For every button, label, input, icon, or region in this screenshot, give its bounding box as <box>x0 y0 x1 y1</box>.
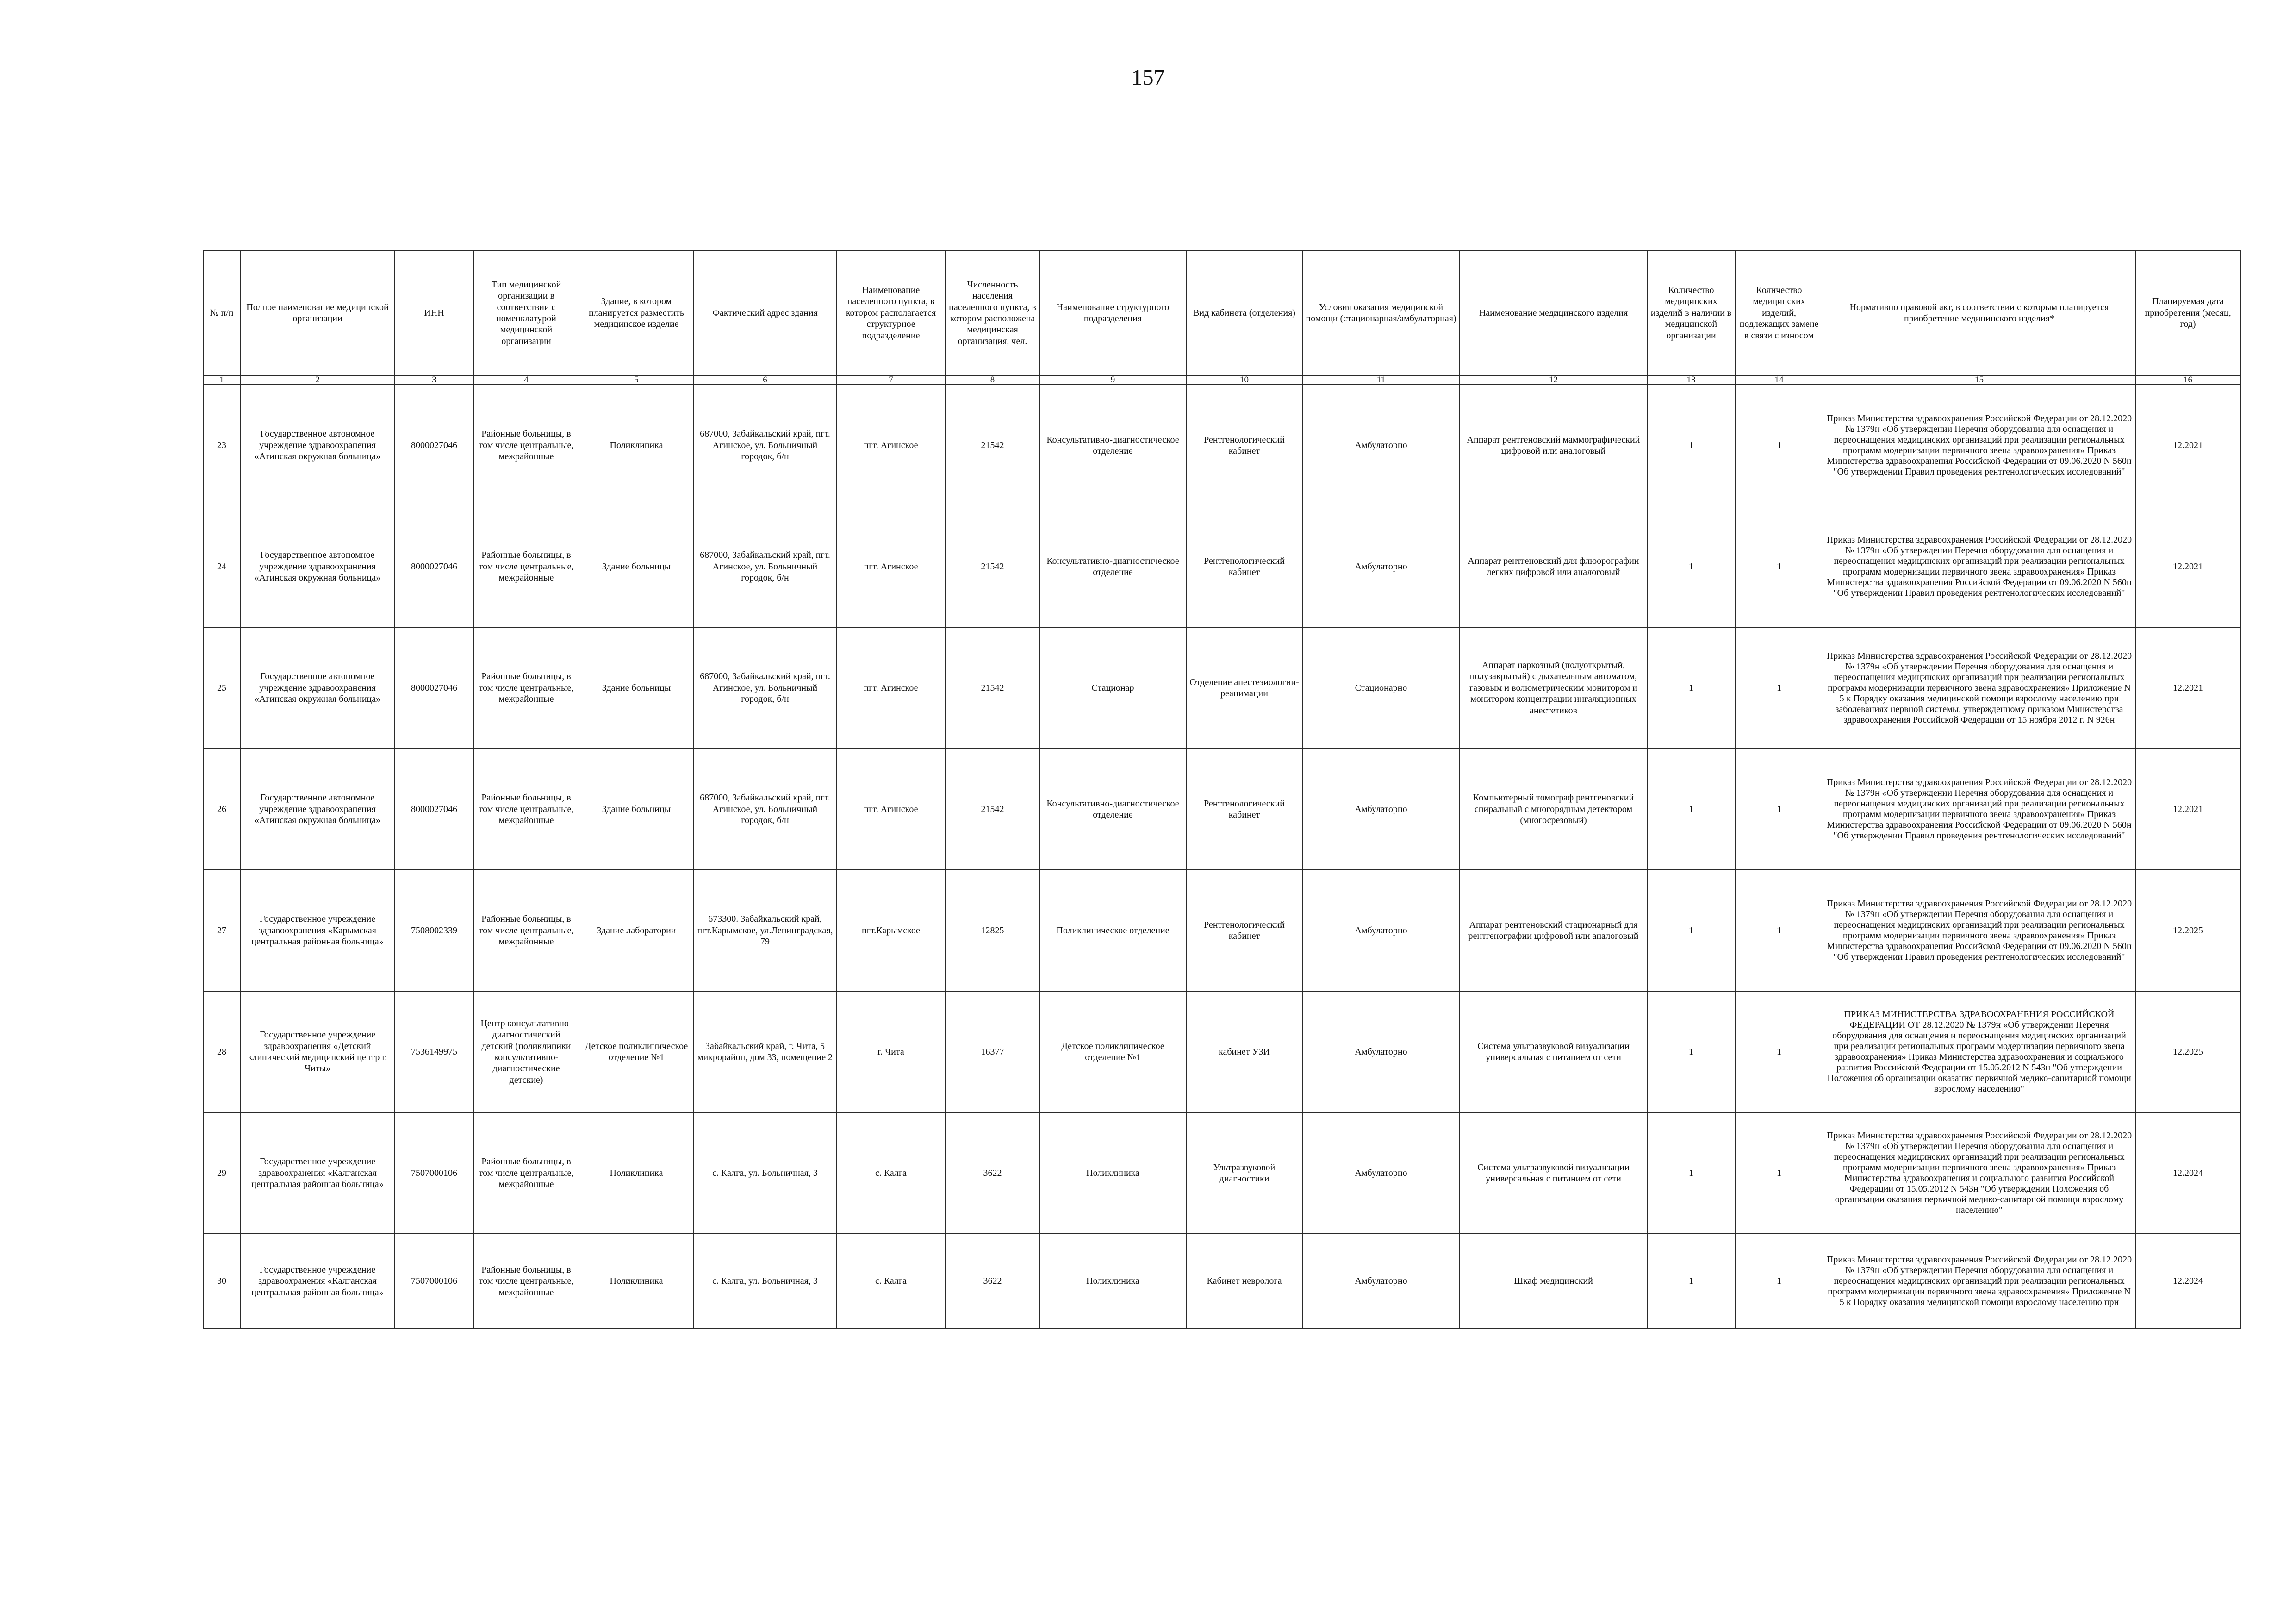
cell-date: 12.2024 <box>2135 1234 2240 1329</box>
cell-division: Поликлиника <box>1039 1234 1186 1329</box>
cell-qty-available: 1 <box>1647 506 1735 627</box>
cell-organization: Государственное учреждение здравоохранения «Карымская центральная районная больница» <box>240 870 395 991</box>
cell-org-type: Районные больницы, в том числе центральные, межрайонные <box>473 385 579 506</box>
table-row <box>203 870 2240 991</box>
cell-normative-act: ПРИКАЗ МИНИСТЕРСТВА ЗДРАВООХРАНЕНИЯ РОССИЙСКОЙ ФЕДЕРАЦИИ ОТ 28.12.2020 № 1379н «Об утверждении Перечня оборудования для оснащения и переоснащения медицинских организаций при реализации региональных программ модернизации первичного звена здравоохранения» Приказ Министерства здравоохранения и социального развития Российской Федерации от 15.05.2012 N 543н "Об утверждении Положения об организации оказания первичной медико-санитарной помощи взрослому населению" <box>1823 991 2135 1112</box>
cell-inn: 8000027046 <box>395 385 473 506</box>
column-header: Здание, в котором планируется разместить медицинское изделие <box>579 250 694 375</box>
cell-qty-replace: 1 <box>1735 1112 1823 1234</box>
cell-address: с. Калга, ул. Больничная, 3 <box>694 1234 836 1329</box>
cell-building: Здание лаборатории <box>579 870 694 991</box>
column-number: 8 <box>946 375 1039 385</box>
cell-number: 29 <box>203 1112 240 1234</box>
cell-population: 3622 <box>946 1112 1039 1234</box>
cell-normative-act: Приказ Министерства здравоохранения Российской Федерации от 28.12.2020 № 1379н «Об утверждении Перечня оборудования для оснащения и переоснащения медицинских организаций при реализации региональных программ модернизации первичного звена здравоохранения» Приказ Министерства здравоохранения Российской Федерации от 09.06.2020 N 560н "Об утверждении Правил проведения рентгенологических исследований" <box>1823 749 2135 870</box>
cell-org-type: Районные больницы, в том числе центральные, межрайонные <box>473 1234 579 1329</box>
cell-device: Аппарат рентгеновский стационарный для рентгенографии цифровой или аналоговый <box>1460 870 1647 991</box>
cell-conditions: Амбулаторно <box>1302 1112 1460 1234</box>
cell-population: 21542 <box>946 627 1039 749</box>
cell-conditions: Амбулаторно <box>1302 870 1460 991</box>
cell-population: 3622 <box>946 1234 1039 1329</box>
cell-building: Поликлиника <box>579 385 694 506</box>
cell-cabinet: Отделение анестезиологии-реанимации <box>1186 627 1302 749</box>
cell-qty-replace: 1 <box>1735 1234 1823 1329</box>
cell-org-type: Районные больницы, в том числе центральные, межрайонные <box>473 506 579 627</box>
column-number: 7 <box>836 375 946 385</box>
column-number: 3 <box>395 375 473 385</box>
column-number: 10 <box>1186 375 1302 385</box>
cell-address: 687000, Забайкальский край, пгт. Агинское, ул. Больничный городок, б/н <box>694 506 836 627</box>
cell-locality: г. Чита <box>836 991 946 1112</box>
column-header: ИНН <box>395 250 473 375</box>
cell-locality: с. Калга <box>836 1234 946 1329</box>
column-number: 2 <box>240 375 395 385</box>
cell-normative-act: Приказ Министерства здравоохранения Российской Федерации от 28.12.2020 № 1379н «Об утверждении Перечня оборудования для оснащения и переоснащения медицинских организаций при реализации региональных программ модернизации первичного звена здравоохранения» Приложение N 5 к Порядку оказания медицинской помощи взрослому населению при заболеваниях нервной системы, утвержденному приказом Министерства здравоохранения Российской Федерации от 15 ноября 2012 г. N 926н <box>1823 627 2135 749</box>
cell-normative-act: Приказ Министерства здравоохранения Российской Федерации от 28.12.2020 № 1379н «Об утверждении Перечня оборудования для оснащения и переоснащения медицинских организаций при реализации региональных программ модернизации первичного звена здравоохранения» Приложение N 5 к Порядку оказания медицинской помощи взрослому населению при <box>1823 1234 2135 1329</box>
cell-inn: 8000027046 <box>395 506 473 627</box>
cell-date: 12.2025 <box>2135 870 2240 991</box>
cell-building: Здание больницы <box>579 506 694 627</box>
cell-device: Аппарат рентгеновский маммографический цифровой или аналоговый <box>1460 385 1647 506</box>
cell-inn: 7507000106 <box>395 1234 473 1329</box>
cell-number: 26 <box>203 749 240 870</box>
table-row <box>203 991 2240 1112</box>
column-number: 12 <box>1460 375 1647 385</box>
cell-locality: пгт.Карымское <box>836 870 946 991</box>
cell-locality: пгт. Агинское <box>836 627 946 749</box>
column-header: Планируемая дата приобретения (месяц, год) <box>2135 250 2240 375</box>
table-row <box>203 506 2240 627</box>
cell-qty-available: 1 <box>1647 991 1735 1112</box>
cell-date: 12.2025 <box>2135 991 2240 1112</box>
cell-number: 28 <box>203 991 240 1112</box>
column-number: 11 <box>1302 375 1460 385</box>
cell-address: 687000, Забайкальский край, пгт. Агинское, ул. Больничный городок, б/н <box>694 749 836 870</box>
cell-organization: Государственное учреждение здравоохранения «Калганская центральная районная больница» <box>240 1234 395 1329</box>
column-header: Вид кабинета (отделения) <box>1186 250 1302 375</box>
cell-organization: Государственное учреждение здравоохранения «Калганская центральная районная больница» <box>240 1112 395 1234</box>
cell-organization: Государственное автономное учреждение здравоохранения «Агинская окружная больница» <box>240 627 395 749</box>
cell-org-type: Центр консультативно-диагностический детский (поликлиники консультативно-диагностические детские) <box>473 991 579 1112</box>
cell-device: Система ультразвуковой визуализации универсальная с питанием от сети <box>1460 991 1647 1112</box>
cell-locality: пгт. Агинское <box>836 385 946 506</box>
cell-address: Забайкальский край, г. Чита, 5 микрорайон, дом 33, помещение 2 <box>694 991 836 1112</box>
cell-number: 30 <box>203 1234 240 1329</box>
cell-qty-replace: 1 <box>1735 627 1823 749</box>
column-header: Полное наименование медицинской организации <box>240 250 395 375</box>
cell-qty-available: 1 <box>1647 749 1735 870</box>
table-body <box>203 385 2240 1329</box>
column-number: 6 <box>694 375 836 385</box>
cell-org-type: Районные больницы, в том числе центральные, межрайонные <box>473 749 579 870</box>
column-number: 13 <box>1647 375 1735 385</box>
cell-locality: с. Калга <box>836 1112 946 1234</box>
cell-date: 12.2021 <box>2135 749 2240 870</box>
column-number: 1 <box>203 375 240 385</box>
cell-building: Поликлиника <box>579 1234 694 1329</box>
cell-device: Система ультразвуковой визуализации универсальная с питанием от сети <box>1460 1112 1647 1234</box>
cell-cabinet: Рентгенологический кабинет <box>1186 385 1302 506</box>
column-header: Количество медицинских изделий в наличии в медицинской организации <box>1647 250 1735 375</box>
cell-device: Аппарат рентгеновский для флюорографии легких цифровой или аналоговый <box>1460 506 1647 627</box>
cell-address: 687000, Забайкальский край, пгт. Агинское, ул. Больничный городок, б/н <box>694 385 836 506</box>
cell-conditions: Амбулаторно <box>1302 385 1460 506</box>
cell-population: 16377 <box>946 991 1039 1112</box>
cell-cabinet: Рентгенологический кабинет <box>1186 870 1302 991</box>
cell-qty-available: 1 <box>1647 627 1735 749</box>
cell-conditions: Амбулаторно <box>1302 1234 1460 1329</box>
cell-cabinet: Ультразвуковой диагностики <box>1186 1112 1302 1234</box>
cell-qty-available: 1 <box>1647 385 1735 506</box>
cell-conditions: Амбулаторно <box>1302 991 1460 1112</box>
cell-date: 12.2024 <box>2135 1112 2240 1234</box>
column-header: Нормативно правовой акт, в соответствии с которым планируется приобретение медицинского изделия* <box>1823 250 2135 375</box>
cell-date: 12.2021 <box>2135 506 2240 627</box>
cell-building: Здание больницы <box>579 627 694 749</box>
column-header: Тип медицинской организации в соответствии с номенклатурой медицинской организации <box>473 250 579 375</box>
cell-org-type: Районные больницы, в том числе центральные, межрайонные <box>473 870 579 991</box>
cell-building: Здание больницы <box>579 749 694 870</box>
cell-org-type: Районные больницы, в том числе центральные, межрайонные <box>473 1112 579 1234</box>
column-number: 16 <box>2135 375 2240 385</box>
cell-organization: Государственное учреждение здравоохранения «Детский клинический медицинский центр г. Читы» <box>240 991 395 1112</box>
cell-division: Детское поликлиническое отделение №1 <box>1039 991 1186 1112</box>
cell-number: 23 <box>203 385 240 506</box>
cell-qty-replace: 1 <box>1735 506 1823 627</box>
cell-org-type: Районные больницы, в том числе центральные, межрайонные <box>473 627 579 749</box>
cell-cabinet: кабинет УЗИ <box>1186 991 1302 1112</box>
cell-inn: 7536149975 <box>395 991 473 1112</box>
column-header: Наименование населенного пункта, в котором располагается структурное подразделение <box>836 250 946 375</box>
cell-normative-act: Приказ Министерства здравоохранения Российской Федерации от 28.12.2020 № 1379н «Об утверждении Перечня оборудования для оснащения и переоснащения медицинских организаций при реализации региональных программ модернизации первичного звена здравоохранения» Приказ Министерства здравоохранения и социального развития Российской Федерации от 15.05.2012 N 543н "Об утверждении Положения об организации оказания первичной медико-санитарной помощи взрослому населению" <box>1823 1112 2135 1234</box>
column-number: 4 <box>473 375 579 385</box>
cell-qty-available: 1 <box>1647 870 1735 991</box>
cell-conditions: Амбулаторно <box>1302 749 1460 870</box>
cell-address: 673300. Забайкальский край, пгт.Карымское, ул.Ленинградская, 79 <box>694 870 836 991</box>
cell-inn: 7507000106 <box>395 1112 473 1234</box>
table-row <box>203 1112 2240 1234</box>
cell-conditions: Стационарно <box>1302 627 1460 749</box>
cell-inn: 7508002339 <box>395 870 473 991</box>
table-row <box>203 385 2240 506</box>
cell-device: Компьютерный томограф рентгеновский спиральный с многорядным детектором (многосрезовый) <box>1460 749 1647 870</box>
cell-device: Шкаф медицинский <box>1460 1234 1647 1329</box>
cell-number: 24 <box>203 506 240 627</box>
cell-division: Консультативно-диагностическое отделение <box>1039 749 1186 870</box>
cell-locality: пгт. Агинское <box>836 506 946 627</box>
cell-inn: 8000027046 <box>395 749 473 870</box>
cell-normative-act: Приказ Министерства здравоохранения Российской Федерации от 28.12.2020 № 1379н «Об утверждении Перечня оборудования для оснащения и переоснащения медицинских организаций при реализации региональных программ модернизации первичного звена здравоохранения» Приказ Министерства здравоохранения Российской Федерации от 09.06.2020 N 560н "Об утверждении Правил проведения рентгенологических исследований" <box>1823 385 2135 506</box>
cell-cabinet: Рентгенологический кабинет <box>1186 506 1302 627</box>
cell-cabinet: Рентгенологический кабинет <box>1186 749 1302 870</box>
column-number: 5 <box>579 375 694 385</box>
cell-division: Консультативно-диагностическое отделение <box>1039 506 1186 627</box>
column-number: 15 <box>1823 375 2135 385</box>
cell-address: с. Калга, ул. Больничная, 3 <box>694 1112 836 1234</box>
cell-division: Поликлиника <box>1039 1112 1186 1234</box>
cell-population: 21542 <box>946 506 1039 627</box>
table-header-row <box>203 250 2240 375</box>
cell-conditions: Амбулаторно <box>1302 506 1460 627</box>
column-number: 14 <box>1735 375 1823 385</box>
cell-population: 21542 <box>946 385 1039 506</box>
cell-inn: 8000027046 <box>395 627 473 749</box>
cell-address: 687000, Забайкальский край, пгт. Агинское, ул. Больничный городок, б/н <box>694 627 836 749</box>
column-header: № п/п <box>203 250 240 375</box>
cell-normative-act: Приказ Министерства здравоохранения Российской Федерации от 28.12.2020 № 1379н «Об утверждении Перечня оборудования для оснащения и переоснащения медицинских организаций при реализации региональных программ модернизации первичного звена здравоохранения» Приказ Министерства здравоохранения Российской Федерации от 09.06.2020 N 560н "Об утверждении Правил проведения рентгенологических исследований" <box>1823 870 2135 991</box>
column-header: Наименование структурного подразделения <box>1039 250 1186 375</box>
cell-organization: Государственное автономное учреждение здравоохранения «Агинская окружная больница» <box>240 749 395 870</box>
cell-device: Аппарат наркозный (полуоткрытый, полузакрытый) с дыхательным автоматом, газовым и волюметрическим монитором и монитором концентрации ингаляционных анестетиков <box>1460 627 1647 749</box>
column-header: Фактический адрес здания <box>694 250 836 375</box>
cell-organization: Государственное автономное учреждение здравоохранения «Агинская окружная больница» <box>240 385 395 506</box>
table-row <box>203 749 2240 870</box>
cell-organization: Государственное автономное учреждение здравоохранения «Агинская окружная больница» <box>240 506 395 627</box>
cell-building: Поликлиника <box>579 1112 694 1234</box>
cell-population: 12825 <box>946 870 1039 991</box>
cell-date: 12.2021 <box>2135 627 2240 749</box>
column-header: Условия оказания медицинской помощи (стационарная/амбулаторная) <box>1302 250 1460 375</box>
cell-building: Детское поликлиническое отделение №1 <box>579 991 694 1112</box>
cell-qty-available: 1 <box>1647 1112 1735 1234</box>
column-number-row <box>203 375 2240 385</box>
table-row <box>203 627 2240 749</box>
column-number: 9 <box>1039 375 1186 385</box>
cell-division: Поликлиническое отделение <box>1039 870 1186 991</box>
cell-locality: пгт. Агинское <box>836 749 946 870</box>
cell-qty-replace: 1 <box>1735 991 1823 1112</box>
page-number: 157 <box>1131 65 1165 90</box>
table-row <box>203 1234 2240 1329</box>
cell-number: 27 <box>203 870 240 991</box>
cell-qty-replace: 1 <box>1735 870 1823 991</box>
column-header: Количество медицинских изделий, подлежащих замене в связи с износом <box>1735 250 1823 375</box>
cell-date: 12.2021 <box>2135 385 2240 506</box>
cell-division: Консультативно-диагностическое отделение <box>1039 385 1186 506</box>
cell-qty-replace: 1 <box>1735 749 1823 870</box>
equipment-registry-table <box>203 250 2241 1329</box>
cell-number: 25 <box>203 627 240 749</box>
cell-population: 21542 <box>946 749 1039 870</box>
cell-qty-available: 1 <box>1647 1234 1735 1329</box>
column-header: Наименование медицинского изделия <box>1460 250 1647 375</box>
cell-cabinet: Кабинет невролога <box>1186 1234 1302 1329</box>
cell-qty-replace: 1 <box>1735 385 1823 506</box>
cell-normative-act: Приказ Министерства здравоохранения Российской Федерации от 28.12.2020 № 1379н «Об утверждении Перечня оборудования для оснащения и переоснащения медицинских организаций при реализации региональных программ модернизации первичного звена здравоохранения» Приказ Министерства здравоохранения Российской Федерации от 09.06.2020 N 560н "Об утверждении Правил проведения рентгенологических исследований" <box>1823 506 2135 627</box>
column-header: Численность населения населенного пункта, в котором расположена медицинская организация, чел. <box>946 250 1039 375</box>
cell-division: Стационар <box>1039 627 1186 749</box>
